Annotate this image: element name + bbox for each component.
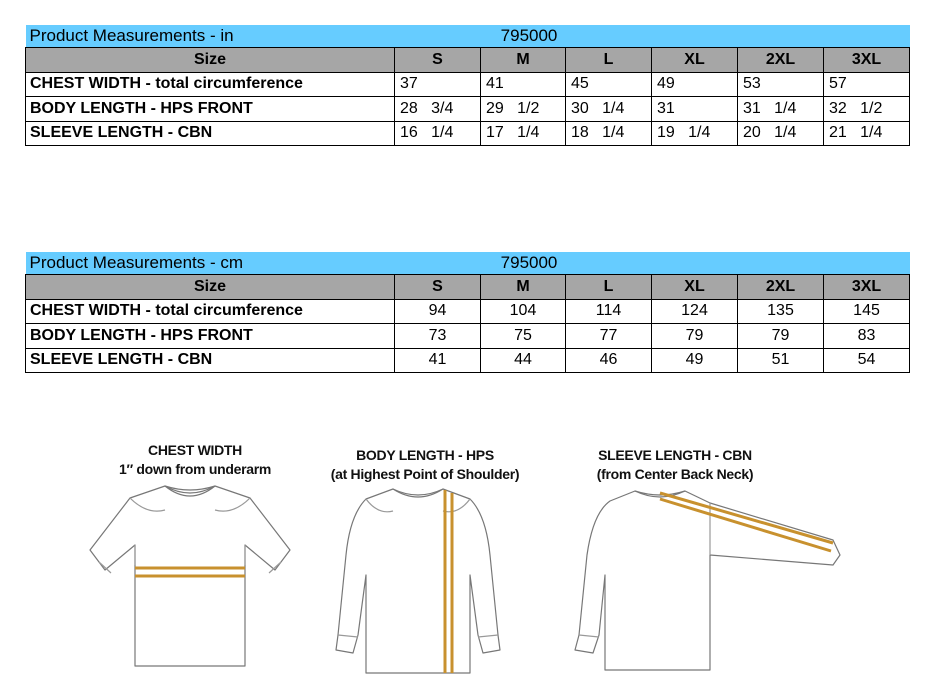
chest-width-title: CHEST WIDTH [148, 442, 242, 458]
sleeve-length-title: SLEEVE LENGTH - CBN [598, 447, 752, 463]
size-header-row [26, 48, 910, 73]
cell: 31 1/4 [738, 97, 824, 122]
cell: 49 [652, 348, 738, 373]
row-label: SLEEVE LENGTH - CBN [26, 348, 395, 373]
cell: 77 [566, 324, 652, 349]
sleeve-length-subtitle: (from Center Back Neck) [596, 466, 754, 482]
cell: 53 [738, 72, 824, 97]
row-label: CHEST WIDTH - total circumference [26, 299, 395, 324]
size-3xl: 3XL [824, 48, 910, 73]
cell: 21 1/4 [824, 121, 910, 146]
cell: 46 [566, 348, 652, 373]
sleeve-length-caption [560, 446, 790, 484]
size-header-row [26, 275, 910, 300]
cell: 16 1/4 [395, 121, 481, 146]
table-title-row [26, 25, 910, 48]
size-s: S [395, 275, 481, 300]
size-m: M [481, 48, 566, 73]
cell: 28 3/4 [395, 97, 481, 122]
table-row [26, 299, 910, 324]
row-label: BODY LENGTH - HPS FRONT [26, 324, 395, 349]
table-row [26, 121, 910, 146]
long-sleeve-back-icon [565, 485, 850, 675]
style-code: 795000 [395, 25, 910, 48]
size-2xl: 2XL [738, 275, 824, 300]
cell: 49 [652, 72, 738, 97]
cell: 79 [738, 324, 824, 349]
cell: 104 [481, 299, 566, 324]
cell: 37 [395, 72, 481, 97]
cell: 19 1/4 [652, 121, 738, 146]
size-xl: XL [652, 48, 738, 73]
cell: 41 [395, 348, 481, 373]
table-title: Product Measurements - cm [26, 252, 395, 275]
style-code: 795000 [395, 252, 910, 275]
table-row [26, 348, 910, 373]
size-l: L [566, 48, 652, 73]
cell: 30 1/4 [566, 97, 652, 122]
size-header: Size [26, 48, 395, 73]
cell: 29 1/2 [481, 97, 566, 122]
measurements-table-inches [25, 25, 910, 146]
cell: 54 [824, 348, 910, 373]
cell: 73 [395, 324, 481, 349]
cell: 32 1/2 [824, 97, 910, 122]
cell: 94 [395, 299, 481, 324]
cell: 20 1/4 [738, 121, 824, 146]
size-l: L [566, 275, 652, 300]
table-title-row [26, 252, 910, 275]
size-2xl: 2XL [738, 48, 824, 73]
cell: 31 [652, 97, 738, 122]
cell: 75 [481, 324, 566, 349]
cell: 17 1/4 [481, 121, 566, 146]
cell: 41 [481, 72, 566, 97]
short-sleeve-tee-icon [85, 480, 295, 670]
chest-width-caption [85, 441, 305, 479]
chest-width-subtitle: 1″ down from underarm [118, 461, 272, 477]
table-row [26, 97, 910, 122]
cell: 145 [824, 299, 910, 324]
size-s: S [395, 48, 481, 73]
size-header: Size [26, 275, 395, 300]
cell: 45 [566, 72, 652, 97]
cell: 83 [824, 324, 910, 349]
row-label: CHEST WIDTH - total circumference [26, 72, 395, 97]
cell: 79 [652, 324, 738, 349]
row-label: BODY LENGTH - HPS FRONT [26, 97, 395, 122]
cell: 124 [652, 299, 738, 324]
cell: 44 [481, 348, 566, 373]
body-length-title: BODY LENGTH - HPS [356, 447, 494, 463]
table-row [26, 324, 910, 349]
size-xl: XL [652, 275, 738, 300]
size-m: M [481, 275, 566, 300]
long-sleeve-front-icon [318, 485, 508, 680]
table-title: Product Measurements - in [26, 25, 395, 48]
cell: 135 [738, 299, 824, 324]
cell: 57 [824, 72, 910, 97]
size-3xl: 3XL [824, 275, 910, 300]
row-label: SLEEVE LENGTH - CBN [26, 121, 395, 146]
measurements-table-cm [25, 252, 910, 373]
cell: 51 [738, 348, 824, 373]
cell: 18 1/4 [566, 121, 652, 146]
cell: 114 [566, 299, 652, 324]
body-length-caption [310, 446, 540, 484]
table-row [26, 72, 910, 97]
body-length-subtitle: (at Highest Point of Shoulder) [330, 466, 520, 482]
